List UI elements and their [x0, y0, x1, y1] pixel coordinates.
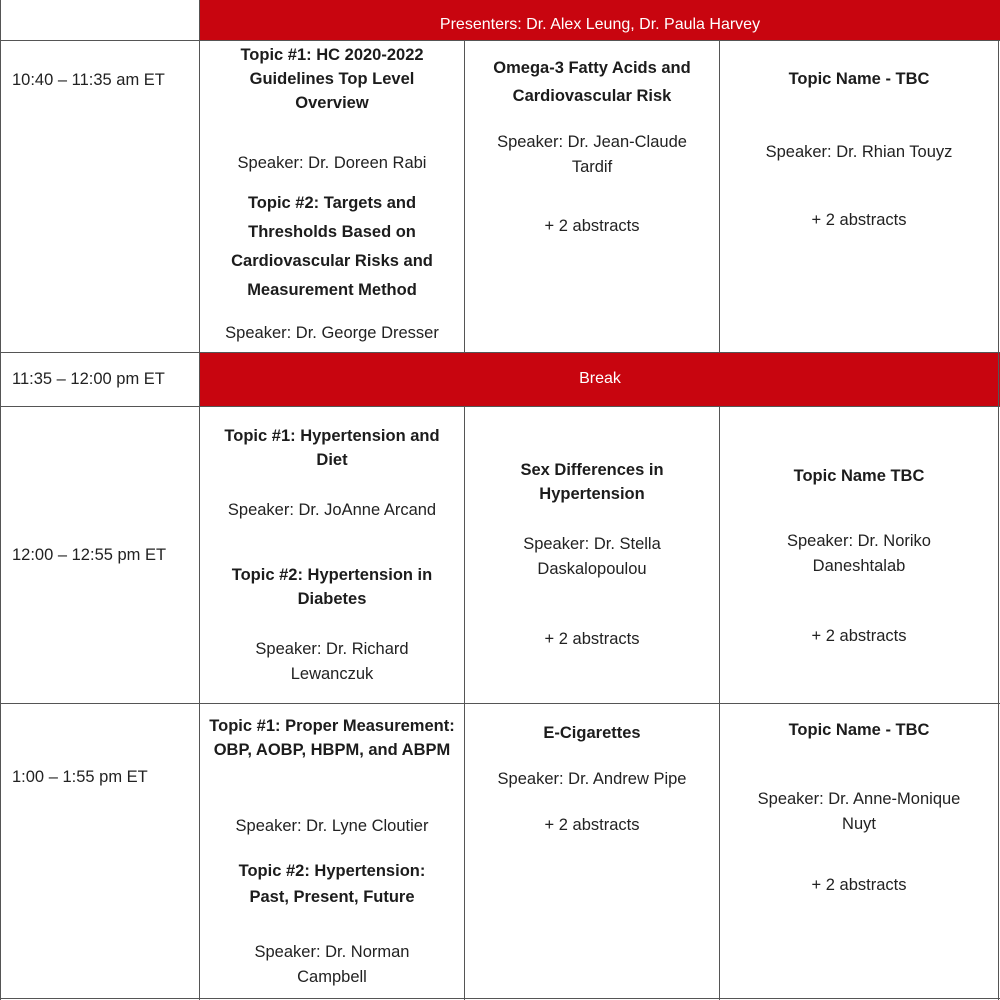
time-slot: 1:00 – 1:55 pm ET: [12, 768, 148, 786]
speaker-name: Speaker: Dr. Doreen Rabi: [237, 154, 427, 172]
grid-line: [0, 0, 1, 1000]
speaker-name: Speaker: Dr. Andrew Pipe: [497, 770, 687, 788]
time-slot: 10:40 – 11:35 am ET: [12, 71, 165, 89]
session-cell: [465, 41, 719, 352]
abstracts-note: + 2 abstracts: [811, 627, 907, 645]
speaker-name: Speaker: Dr. Rhian Touyz: [765, 143, 953, 161]
break-label: Break: [579, 370, 621, 387]
session-cell: [200, 704, 464, 998]
session-title: Topic Name - TBC: [788, 721, 930, 739]
session-cell: [720, 41, 998, 352]
session-title: Omega-3 Fatty Acids and Cardiovascular Risk: [493, 59, 691, 106]
topic-title: Topic #1: Proper Measurement: OBP, AOBP, HBPM, and ABPM: [209, 717, 455, 759]
topic-title: Topic #1: Hypertension and Diet: [224, 427, 440, 469]
topic-title: Topic #2: Targets and Thresholds Based on Cardiovascular Risks and Measurement Method: [231, 194, 433, 299]
session-title: Sex Differences in Hypertension: [520, 461, 664, 503]
topic-title: Topic #1: HC 2020-2022 Guidelines Top Level Overview: [240, 46, 424, 112]
time-slot: 12:00 – 12:55 pm ET: [12, 546, 167, 564]
session-cell: [720, 407, 998, 703]
speaker-name: Speaker: Dr. Norman Campbell: [254, 943, 410, 986]
presenters-text: Presenters: Dr. Alex Leung, Dr. Paula Harvey: [439, 16, 761, 33]
speaker-name: Speaker: Dr. George Dresser: [225, 324, 439, 342]
speaker-name: Speaker: Dr. JoAnne Arcand: [227, 501, 437, 519]
grid-line: [998, 40, 999, 1000]
speaker-name: Speaker: Dr. Stella Daskalopoulou: [523, 535, 661, 578]
session-title: Topic Name TBC: [793, 467, 925, 485]
grid-line: [0, 352, 1000, 353]
session-cell: [200, 407, 464, 703]
speaker-name: Speaker: Dr. Jean-Claude Tardif: [497, 133, 687, 176]
session-cell: [465, 407, 719, 703]
abstracts-note: + 2 abstracts: [544, 217, 640, 235]
session-cell: [720, 704, 998, 998]
session-cell: [465, 704, 719, 998]
abstracts-note: + 2 abstracts: [811, 211, 907, 229]
speaker-name: Speaker: Dr. Noriko Daneshtalab: [787, 532, 931, 575]
speaker-name: Speaker: Dr. Richard Lewanczuk: [255, 640, 409, 683]
break-banner: [200, 352, 1000, 406]
speaker-name: Speaker: Dr. Anne-Monique Nuyt: [757, 790, 961, 833]
abstracts-note: + 2 abstracts: [544, 816, 640, 834]
grid-line: [0, 998, 1000, 999]
session-title: E-Cigarettes: [543, 724, 641, 742]
abstracts-note: + 2 abstracts: [811, 876, 907, 894]
presenters-banner: [200, 0, 1000, 40]
speaker-name: Speaker: Dr. Lyne Cloutier: [235, 817, 429, 835]
time-slot: 11:35 – 12:00 pm ET: [12, 370, 165, 388]
topic-title: Topic #2: Hypertension in Diabetes: [231, 566, 433, 608]
abstracts-note: + 2 abstracts: [544, 630, 640, 648]
session-cell: [200, 41, 464, 352]
topic-title: Topic #2: Hypertension: Past, Present, Future: [238, 862, 426, 906]
session-title: Topic Name - TBC: [788, 70, 930, 88]
